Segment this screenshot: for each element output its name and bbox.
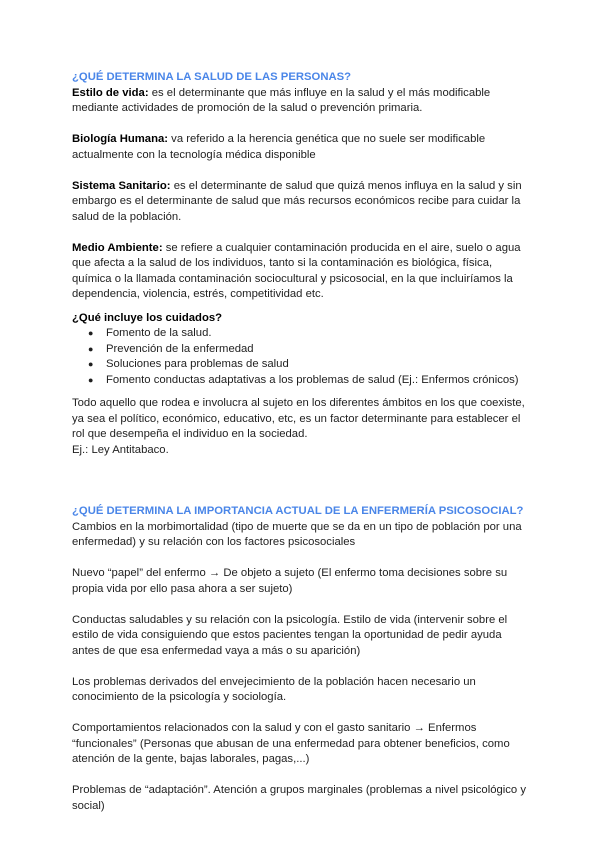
list-item: ● Fomento conductas adaptativas a los problemas de salud (Ej.: Enfermos crónicos): [88, 373, 532, 389]
psychosocial-paragraph: Problemas de “adaptación”. Atención a grupos marginales (problemas a nivel psicológico y social): [72, 784, 527, 812]
psychosocial-paragraph: Nuevo “papel” del enfermo → De objeto a sujeto (El enfermo toma decisiones sobre su propia vida por ello pasa ahora a ser sujeto): [72, 567, 508, 595]
list-item: ● Fomento de la salud.: [88, 326, 532, 342]
determinant-text: es el determinante que más influye en la salud y el más modificable mediante actividades de promoción de la salud o prevención primaria.: [72, 86, 491, 114]
determinant-term: Sistema Sanitario:: [72, 179, 171, 192]
determinant-environment: [72, 241, 532, 303]
psychosocial-paragraph: Comportamientos relacionados con la salud y con el gasto sanitario → Enfermos “funcionales” (Personas que abusan de una enfermedad para obtener beneficios, como atención de la gente, bajas laborales, pagas,...): [72, 722, 510, 765]
care-list: [72, 326, 532, 388]
determinant-text: se refiere a cualquier contaminación producida en el aire, suelo o agua que afecta a la salud de los individuos, tanto si la contaminación es biológica, física, química o la llamada contaminación sociocultural y psicosocial, en la que incluiríamos la dependencia, violencia, estrés, competitividad etc.: [72, 241, 521, 300]
psychosocial-paragraph: Los problemas derivados del envejecimiento de la población hacen necesario un conocimiento de la psicología y sociología.: [72, 675, 476, 703]
determinant-health-system: [72, 179, 532, 226]
determinant-text: es el determinante de salud que quizá menos influya en la salud y sin embargo es el determinante de salud que más recursos económicos recibe para cuidar la salud de la población.: [72, 179, 522, 223]
section-heading-psychosocial-nursing: ¿QUÉ DETERMINA LA IMPORTANCIA ACTUAL DE LA ENFERMERÍA PSICOSOCIAL?: [72, 505, 524, 517]
determinant-lifestyle: [72, 86, 532, 117]
determinant-term: Biología Humana:: [72, 133, 169, 145]
list-item: ● Prevención de la enfermedad: [88, 342, 532, 358]
determinant-biology: [72, 132, 532, 163]
list-item: ● Soluciones para problemas de salud: [88, 357, 532, 373]
psychosocial-paragraph: Conductas saludables y su relación con la psicología. Estilo de vida (intervenir sobre el estilo de vida consiguiendo que estos pacientes tengan la oportunidad de pedir ayuda antes de que esa enfermedad vaya a más o su aparición): [72, 613, 508, 657]
section-heading-health-determinants: ¿QUÉ DETERMINA LA SALUD DE LAS PERSONAS?: [72, 71, 352, 83]
determinant-term: Medio Ambiente:: [72, 241, 163, 254]
determinant-term: Estilo de vida:: [72, 86, 149, 99]
care-question: ¿Qué incluye los cuidados?: [72, 311, 223, 324]
document-content: [72, 70, 532, 814]
example-line: Ej.: Ley Antitabaco.: [72, 443, 169, 456]
closing-paragraph: Todo aquello que rodea e involucra al sujeto en los diferentes ámbitos en los que coexiste, ya sea el político, económico, educativo, etc, es un factor determinante para establecer el rol que desempeña el individuo en la sociedad.: [72, 397, 525, 440]
determinant-text: va referido a la herencia genética que no suele ser modificable actualmente con la tecnología médica disponible: [72, 133, 486, 161]
psychosocial-paragraph: Cambios en la morbimortalidad (tipo de muerte que se da en un tipo de población por una enfermedad) y su relación con los factores psicosociales: [72, 520, 522, 548]
